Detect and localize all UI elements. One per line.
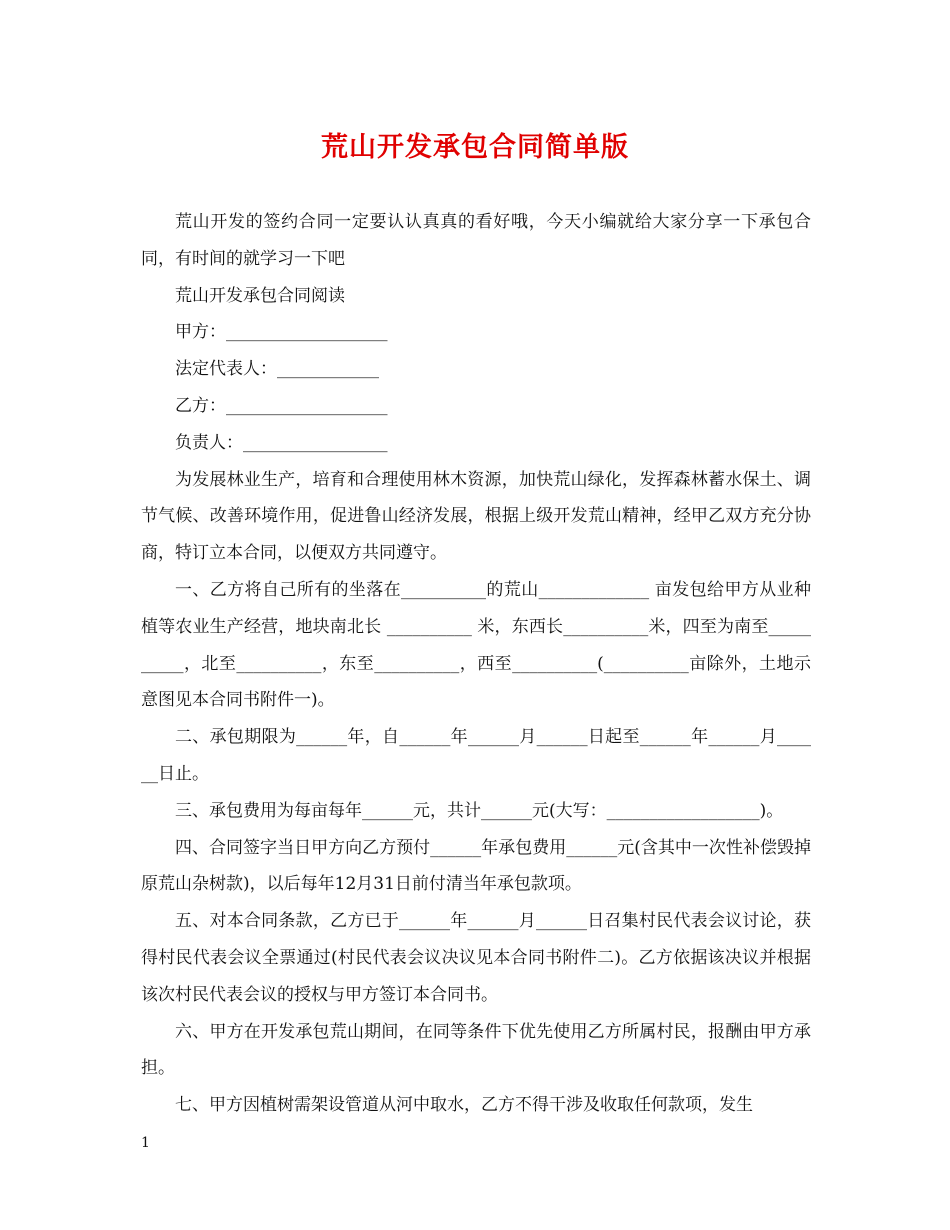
paragraph-subtitle: 荒山开发承包合同阅读 bbox=[175, 285, 345, 306]
clause-6: 六、甲方在开发承包荒山期间，在同等条件下优先使用乙方所属村民，报酬由甲方承担。 bbox=[141, 1021, 811, 1079]
page-number: 1 bbox=[141, 1135, 150, 1151]
paragraph-intro: 荒山开发的签约合同一定要认认真真的看好哦，今天小编就给大家分享一下承包合同，有时间的就学习一下吧 bbox=[141, 212, 811, 269]
clause-5: 五、对本合同条款，乙方已于______年______月______日召集村民代表会议讨论，获得村民代表会议全票通过(村民代表会议决议见本合同书附件二)。乙方依据该决议并根据该次村民代表会议的授权与甲方签订本合同书。 bbox=[141, 911, 811, 1005]
responsible-person-field: 负责人：_________________ bbox=[175, 432, 388, 453]
party-b-field: 乙方：___________________ bbox=[175, 395, 388, 416]
document-title: 荒山开发承包合同简单版 bbox=[321, 132, 629, 163]
document-body bbox=[141, 204, 811, 1124]
paragraph-purpose: 为发展林业生产，培育和合理使用林木资源，加快荒山绿化，发挥森林蓄水保土、调节气候、改善环境作用，促进鲁山经济发展，根据上级开发荒山精神，经甲乙双方充分协商，特订立本合同，以便双方共同遵守。 bbox=[141, 469, 811, 564]
party-a-field: 甲方：___________________ bbox=[175, 322, 388, 343]
clause-4: 四、合同签字当日甲方向乙方预付______年承包费用______元(含其中一次性补偿毁掉原荒山杂树款)，以后每年12月31日前付清当年承包款项。 bbox=[141, 837, 811, 895]
clause-1: 一、乙方将自己所有的坐落在__________的荒山_____________ 亩发包给甲方从业种植等农业生产经营，地块南北长 __________ 米，东西长__________米，四至为南至__________，北至__________，东至__________，西至__________(__________亩除外，土地示意图见本合同书附件一)。 bbox=[141, 579, 811, 711]
clause-7: 七、甲方因植树需架设管道从河中取水，乙方不得干涉及收取任何款项，发生 bbox=[175, 1095, 753, 1116]
clause-2: 二、承包期限为______年，自______年______月______日起至______年______月______日止。 bbox=[141, 727, 811, 784]
legal-representative-field: 法定代表人：____________ bbox=[175, 359, 379, 380]
clause-3: 三、承包费用为每亩每年______元，共计______元(大写：__________________)。 bbox=[175, 800, 784, 821]
